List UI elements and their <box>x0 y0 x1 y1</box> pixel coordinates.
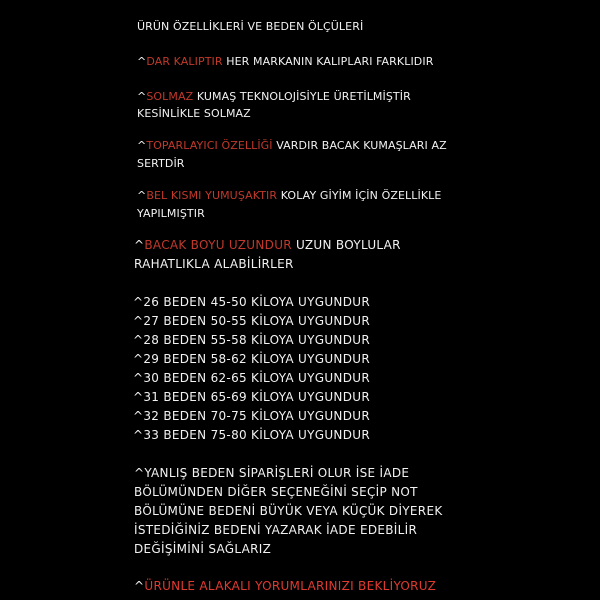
feature-text: KOLAY GİYİM İÇİN ÖZELLİKLE <box>277 189 442 202</box>
size-row: ^31 BEDEN 65-69 KİLOYA UYGUNDUR <box>133 390 370 404</box>
footer-prefix: ^ <box>134 579 145 593</box>
feature-dar-kalip <box>137 56 433 67</box>
feature-bacak-boyu-line2: RAHATLIKLA ALABİLİRLER <box>134 257 294 271</box>
size-row: ^30 BEDEN 62-65 KİLOYA UYGUNDUR <box>133 371 370 385</box>
feature-text: HER MARKANIN KALIPLARI FARKLIDIR <box>222 55 434 68</box>
feature-prefix: ^ <box>137 189 147 202</box>
feature-text: UZUN BOYLULAR <box>291 238 401 252</box>
feature-bacak-boyu <box>134 239 401 251</box>
feature-solmaz-line2: KESİNLİKLE SOLMAZ <box>137 107 251 120</box>
feature-text: KUMAŞ TEKNOLOJİSİYLE ÜRETİLMİŞTİR <box>193 90 411 103</box>
feature-prefix: ^ <box>137 90 147 103</box>
feature-prefix: ^ <box>137 55 147 68</box>
size-row: ^26 BEDEN 45-50 KİLOYA UYGUNDUR <box>133 295 370 309</box>
feature-bel-kismi-line2: YAPILMIŞTIR <box>137 207 205 220</box>
return-note-line: ^YANLIŞ BEDEN SİPARİŞLERİ OLUR İSE İADE <box>134 466 410 480</box>
size-row: ^27 BEDEN 50-55 KİLOYA UYGUNDUR <box>133 314 370 328</box>
feature-highlight: DAR KALIPTIR <box>146 55 223 68</box>
return-note-line: BÖLÜMÜNE BEDENİ BÜYÜK VEYA KÜÇÜK DİYEREK <box>134 504 443 518</box>
size-row: ^32 BEDEN 70-75 KİLOYA UYGUNDUR <box>133 409 370 423</box>
size-row: ^29 BEDEN 58-62 KİLOYA UYGUNDUR <box>133 352 370 366</box>
return-note-line: İSTEDİĞİNİZ BEDENİ YAZARAK İADE EDEBİLİR <box>134 523 418 537</box>
return-note-line: BÖLÜMÜNDEN DİĞER SEÇENEĞİNİ SEÇİP NOT <box>134 485 418 499</box>
feature-bel-kismi <box>137 190 441 201</box>
feature-solmaz <box>137 91 411 102</box>
footer-highlight: ÜRÜNLE ALAKALI YORUMLARINIZI BEKLİYORUZ <box>144 579 437 593</box>
feature-prefix: ^ <box>137 139 147 152</box>
feature-prefix: ^ <box>134 238 145 252</box>
feature-highlight: TOPARLAYICI ÖZELLİĞİ <box>146 139 273 152</box>
feature-highlight: SOLMAZ <box>146 90 194 103</box>
page-title: ÜRÜN ÖZELLİKLERİ VE BEDEN ÖLÇÜLERİ <box>137 20 364 33</box>
size-row: ^33 BEDEN 75-80 KİLOYA UYGUNDUR <box>133 428 370 442</box>
feature-toparlayici-line2: SERTDİR <box>137 157 185 170</box>
feature-highlight: BACAK BOYU UZUNDUR <box>144 238 292 252</box>
feature-highlight: BEL KISMI YUMUŞAKTIR <box>146 189 278 202</box>
return-note-line: DEĞİŞİMİNİ SAĞLARIZ <box>134 542 272 556</box>
size-row: ^28 BEDEN 55-58 KİLOYA UYGUNDUR <box>133 333 370 347</box>
feature-toparlayici <box>137 140 447 151</box>
feature-text: VARDIR BACAK KUMAŞLARI AZ <box>272 139 447 152</box>
footer-request <box>134 580 436 592</box>
